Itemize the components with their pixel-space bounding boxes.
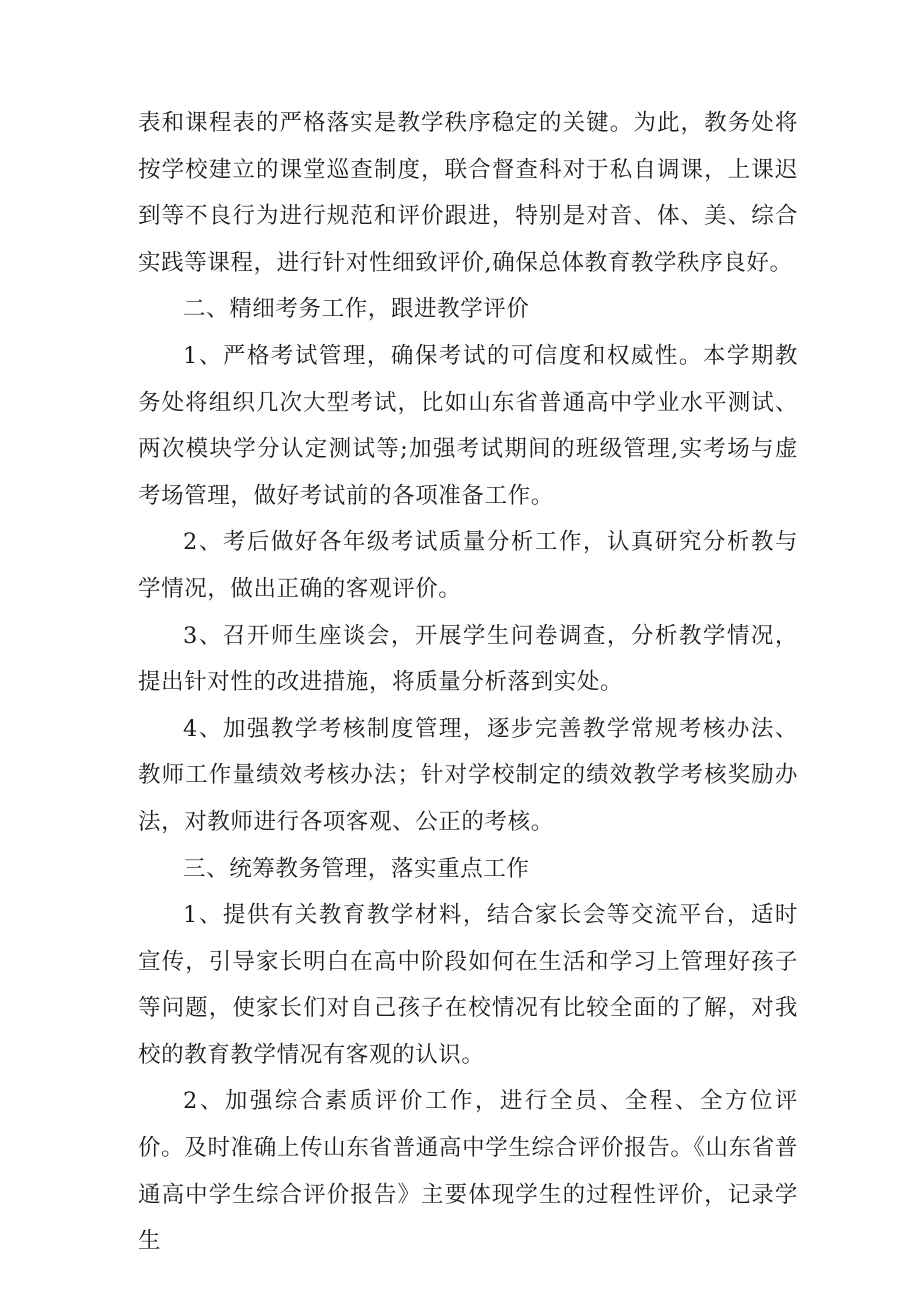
document-body bbox=[138, 100, 798, 1265]
paragraph-exam-analysis: 2、考后做好各年级考试质量分析工作，认真研究分析教与学情况，做出正确的客观评价。 bbox=[138, 529, 798, 602]
paragraph-continuation: 表和课程表的严格落实是教学秩序稳定的关键。为此，教务处将按学校建立的课堂巡查制度，联合督查科对于私自调课，上课迟到等不良行为进行规范和评价跟进，特别是对音、体、美、综合实践等课程，进行针对性细致评价,确保总体教育教学秩序良好。 bbox=[138, 110, 798, 276]
paragraph-parent-communication: 1、提供有关教育教学材料，结合家长会等交流平台，适时宣传，引导家长明白在高中阶段如何在生活和学习上管理好孩子等问题，使家长们对自己孩子在校情况有比较全面的了解，对我校的教育教学情况有客观的认识。 bbox=[138, 902, 798, 1068]
paragraph-exam-management: 1、严格考试管理，确保考试的可信度和权威性。本学期教务处将组织几次大型考试，比如山东省普通高中学业水平测试、两次模块学分认定测试等;加强考试期间的班级管理,实考场与虚考场管理，做好考试前的各项准备工作。 bbox=[138, 342, 798, 509]
section-heading-two: 二、精细考务工作，跟进教学评价 bbox=[183, 296, 530, 323]
paragraph-assessment-system: 4、加强教学考核制度管理，逐步完善教学常规考核办法、教师工作量绩效考核办法；针对学校制定的绩效教学考核奖励办法，对教师进行各项客观、公正的考核。 bbox=[138, 715, 798, 835]
paragraph-symposium: 3、召开师生座谈会，开展学生问卷调查，分析教学情况，提出针对性的改进措施，将质量分析落到实处。 bbox=[138, 622, 798, 696]
paragraph-comprehensive-evaluation: 2、加强综合素质评价工作，进行全员、全程、全方位评价。及时准确上传山东省普通高中学生综合评价报告。《山东省普通高中学生综合评价报告》主要体现学生的过程性评价，记录学生 bbox=[138, 1088, 798, 1255]
section-heading-three: 三、统筹教务管理，落实重点工作 bbox=[183, 855, 530, 882]
